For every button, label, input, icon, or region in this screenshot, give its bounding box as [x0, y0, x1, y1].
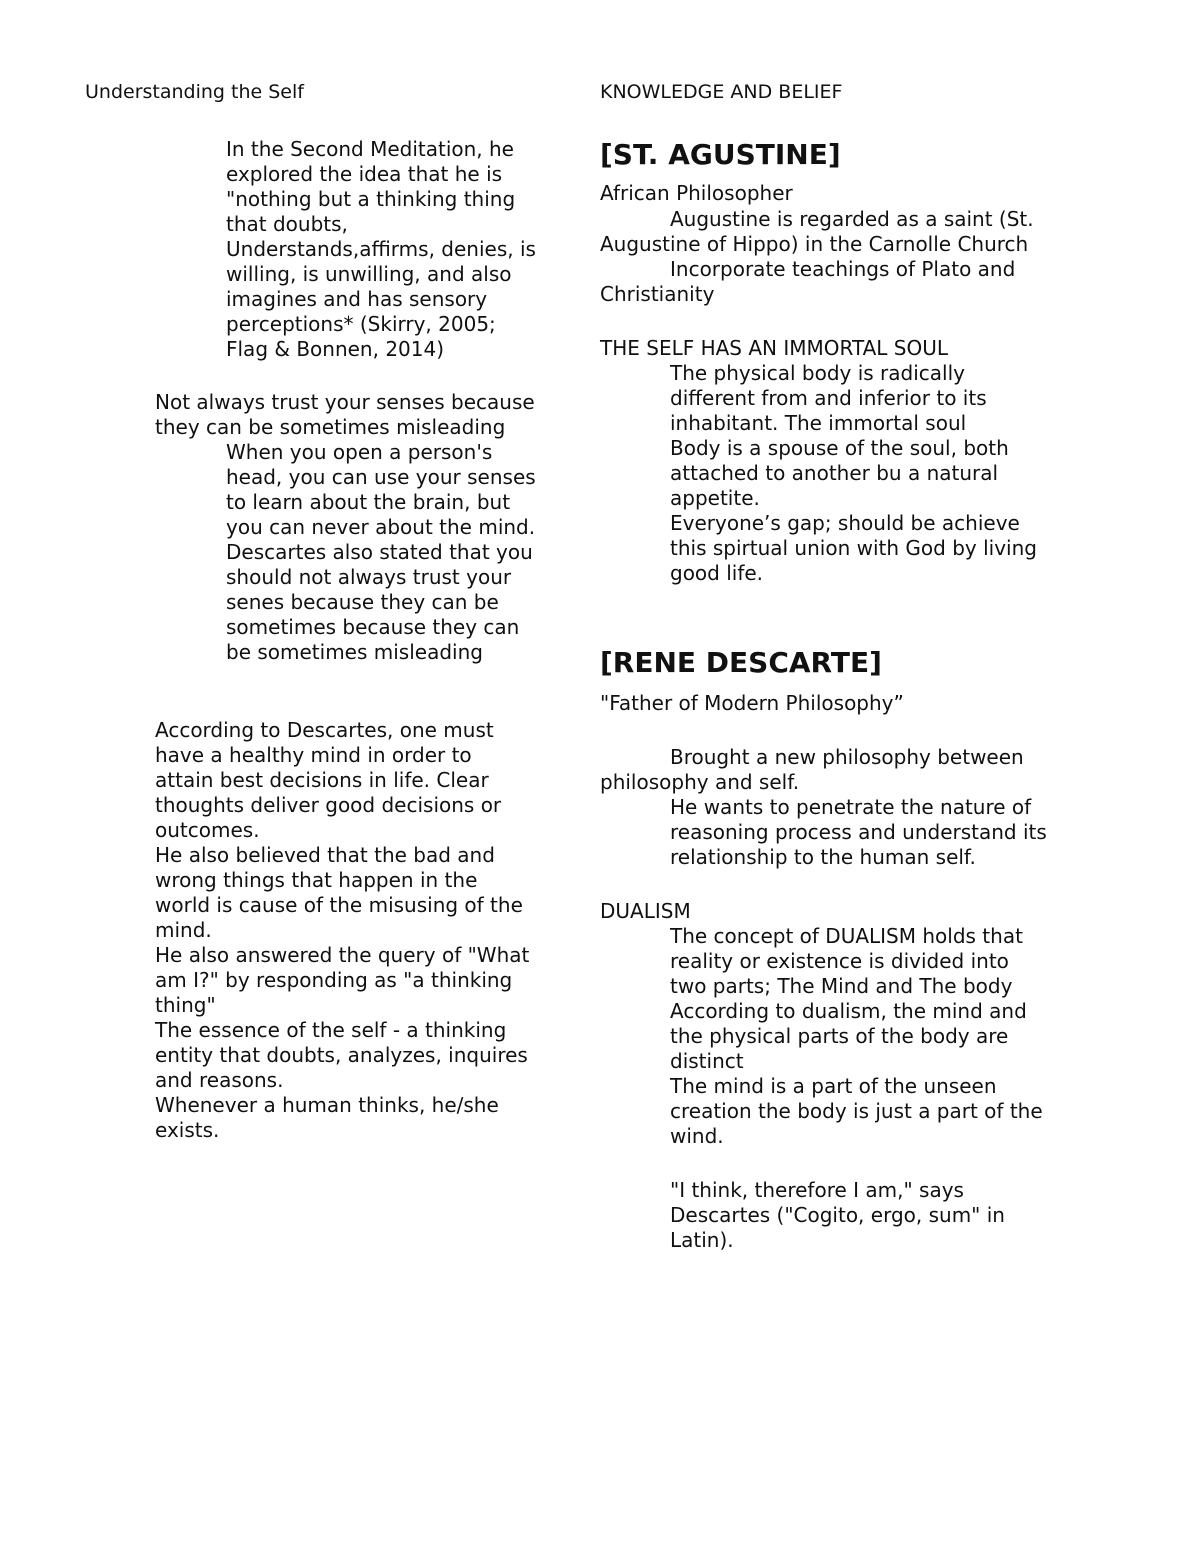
text-line: that doubts,	[226, 212, 348, 236]
text-line: "nothing but a thinking thing	[226, 187, 516, 211]
text-line: Body is a spouse of the soul, both	[670, 436, 1009, 460]
text-line: The concept of DUALISM holds that	[670, 924, 1023, 948]
text-line: different from and inferior to its	[670, 386, 987, 410]
text-line: Whenever a human thinks, he/she	[155, 1093, 499, 1117]
text-line: to learn about the brain, but	[226, 490, 511, 514]
text-line: sometimes because they can	[226, 615, 520, 639]
text-line: Incorporate teachings of Plato and	[670, 257, 1016, 281]
text-line: Everyone’s gap; should be achieve	[670, 511, 1020, 535]
text-line: wind.	[670, 1124, 724, 1148]
text-line: According to dualism, the mind and	[670, 999, 1027, 1023]
section-heading-descartes: [RENE DESCARTE]	[600, 646, 882, 679]
text-line: good life.	[670, 561, 764, 585]
text-line: He also believed that the bad and	[155, 843, 495, 867]
section-heading-augustine: [ST. AGUSTINE]	[600, 138, 841, 171]
text-line: thing"	[155, 993, 216, 1017]
text-line: this spirtual union with God by living	[670, 536, 1037, 560]
text-line: Not always trust your senses because	[155, 390, 535, 414]
text-line: Descartes also stated that you	[226, 540, 533, 564]
text-line: head, you can use your senses	[226, 465, 536, 489]
text-line: wrong things that happen in the	[155, 868, 478, 892]
text-line: Brought a new philosophy between	[670, 745, 1024, 769]
text-line: The mind is a part of the unseen	[670, 1074, 997, 1098]
subsection-title-soul: THE SELF HAS AN IMMORTAL SOUL	[600, 336, 949, 360]
text-line: be sometimes misleading	[226, 640, 483, 664]
text-line: and reasons.	[155, 1068, 284, 1092]
text-line: Descartes ("Cogito, ergo, sum" in	[670, 1203, 1005, 1227]
subsection-title-dualism: DUALISM	[600, 899, 691, 923]
text-line: imagines and has sensory	[226, 287, 488, 311]
text-line: outcomes.	[155, 818, 260, 842]
text-line: attached to another bu a natural	[670, 461, 999, 485]
text-line: appetite.	[670, 486, 760, 510]
text-line: the physical parts of the body are	[670, 1024, 1009, 1048]
text-line: philosophy and self.	[600, 770, 800, 794]
text-line: am I?" by responding as "a thinking	[155, 968, 513, 992]
text-line: Understands,affirms, denies, is	[226, 237, 536, 261]
text-line: The physical body is radically	[670, 361, 965, 385]
text-line: world is cause of the misusing of the	[155, 893, 523, 917]
text-line: inhabitant. The immortal soul	[670, 411, 967, 435]
text-line: He also answered the query of "What	[155, 943, 530, 967]
text-line: distinct	[670, 1049, 744, 1073]
text-line: "I think, therefore I am," says	[670, 1178, 964, 1202]
text-line: should not always trust your	[226, 565, 512, 589]
text-line: reasoning process and understand its	[670, 820, 1047, 844]
text-line: exists.	[155, 1118, 220, 1142]
text-line: Augustine is regarded as a saint (St.	[670, 207, 1034, 231]
text-line: senes because they can be	[226, 590, 499, 614]
text-line: creation the body is just a part of the	[670, 1099, 1043, 1123]
text-line: explored the idea that he is	[226, 162, 503, 186]
header-right-title: KNOWLEDGE AND BELIEF	[600, 81, 843, 99]
text-line: relationship to the human self.	[670, 845, 976, 869]
text-line: Augustine of Hippo) in the Carnolle Church	[600, 232, 1029, 256]
text-line: Christianity	[600, 282, 715, 306]
section-quote: "Father of Modern Philosophy”	[600, 691, 904, 715]
text-line: thoughts deliver good decisions or	[155, 793, 502, 817]
text-line: The essence of the self - a thinking	[155, 1018, 507, 1042]
text-line: willing, is unwilling, and also	[226, 262, 512, 286]
text-line: mind.	[155, 918, 212, 942]
text-line: entity that doubts, analyzes, inquires	[155, 1043, 528, 1067]
text-line: He wants to penetrate the nature of	[670, 795, 1032, 819]
text-line: According to Descartes, one must	[155, 718, 494, 742]
text-line: have a healthy mind in order to	[155, 743, 472, 767]
text-line: you can never about the mind.	[226, 515, 536, 539]
text-line: reality or existence is divided into	[670, 949, 1009, 973]
text-line: When you open a person's	[226, 440, 493, 464]
text-line: Latin).	[670, 1228, 734, 1252]
text-line: In the Second Meditation, he	[226, 137, 514, 161]
text-line: they can be sometimes misleading	[155, 415, 506, 439]
text-line: two parts; The Mind and The body	[670, 974, 1013, 998]
text-line: attain best decisions in life. Clear	[155, 768, 489, 792]
text-line: Flag & Bonnen, 2014)	[226, 337, 445, 361]
text-line: perceptions* (Skirry, 2005;	[226, 312, 496, 336]
section-subtitle: African Philosopher	[600, 181, 793, 205]
header-left-title: Understanding the Self	[85, 81, 304, 103]
